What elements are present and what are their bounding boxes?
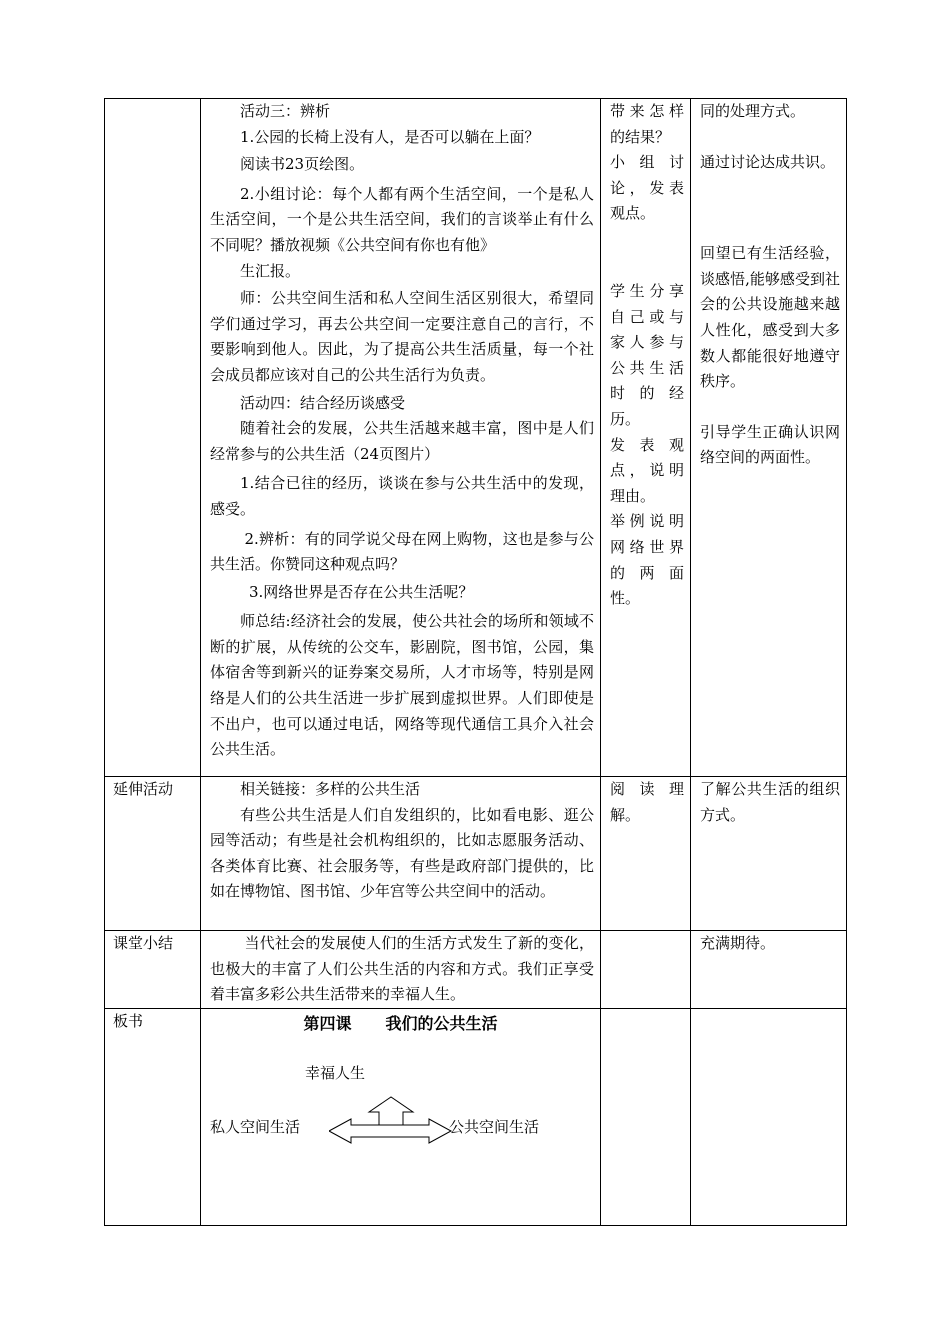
arrows-icon — [329, 1093, 453, 1147]
board-right-word: 公共空间生活 — [449, 1117, 540, 1136]
intent-text: 通过讨论达成共识。 — [700, 152, 836, 171]
design-intent-cell — [691, 1008, 847, 1225]
row-label-cell — [105, 931, 201, 1009]
teaching-process-cell — [201, 99, 601, 777]
row-label-cell — [105, 99, 201, 777]
student-text: 学生分享自己或与家人参与公共生活时的经历。 — [610, 281, 684, 428]
intent-text: 了解公共生活的组织方式。 — [700, 780, 840, 824]
student-text: 发表观点，说明理由。 — [610, 435, 684, 505]
paragraph: 随着社会的发展，公共生活越来越丰富，图中是人们经常参与的公共生活（24页图片） — [210, 419, 594, 463]
paragraph: 有些公共生活是人们自发组织的，比如看电影、逛公园等活动；有些是社会机构组织的，比如志愿服务活动、各类体育比赛、社会服务等，有些是政府部门提供的，比如在博物馆、图书馆、少年宫等公共空间中的活动。 — [210, 805, 594, 901]
table-row — [105, 931, 847, 1009]
row-label: 板书 — [113, 1011, 144, 1030]
teaching-process-cell — [201, 777, 601, 931]
design-intent-cell — [691, 777, 847, 931]
intent-text: 回望已有生活经验，谈感悟,能够感受到社会的公共设施越来越人性化，感受到大多数人都能很好地遵守秩序。 — [700, 244, 840, 391]
table-row — [105, 1008, 847, 1225]
row-label-cell — [105, 777, 201, 931]
paragraph: 师：公共空间生活和私人空间生活区别很大，希望同学们通过学习，再去公共空间一定要注意自己的言行，不要影响到他人。因此，为了提高公共生活质量，每一个社会成员都应该对自己的公共生活行为负责。 — [210, 289, 594, 384]
spacer — [700, 175, 840, 241]
paragraph: 生汇报。 — [240, 261, 301, 280]
paragraph: 2.小组讨论：每个人都有两个生活空间，一个是私人生活空间，一个是公共生活空间，我们的言谈举止有什么不同呢？播放视频《公共空间有你也有他》 — [210, 184, 594, 254]
table-row — [105, 99, 847, 777]
student-text: 带来怎样的结果？ — [610, 102, 684, 146]
paragraph: 3.网络世界是否存在公共生活呢？ — [249, 582, 474, 601]
student-text: 举例说明网络世界的两面性。 — [610, 512, 684, 608]
spacer — [700, 395, 840, 420]
row-label: 课堂小结 — [113, 934, 174, 952]
row-label-cell — [105, 1008, 201, 1225]
student-activity-cell — [601, 1008, 691, 1225]
spacer — [610, 227, 684, 279]
student-activity-cell — [601, 99, 691, 777]
paragraph: 活动三：辨析 — [240, 102, 331, 120]
paragraph: 师总结:经济社会的发展，使公共社会的场所和领域不断的扩展，从传统的公交车，影剧院，图书馆，公园，集体宿舍等到新兴的证券案交易所，人才市场等，特别是网络是人们的公共生活进一步扩展到虚拟世界。人们即使是不出户，也可以通过电话，网络等现代通信工具介入社会公共生活。 — [210, 612, 594, 759]
teaching-process-cell — [201, 931, 601, 1009]
lesson-plan-table — [104, 98, 847, 1226]
board-top-word: 幸福人生 — [305, 1063, 366, 1082]
intent-text: 充满期待。 — [700, 934, 776, 952]
student-text: 小组讨论，发表观点。 — [610, 153, 684, 223]
paragraph: 当代社会的发展使人们的生活方式发生了新的变化，也极大的丰富了人们公共生活的内容和方式。我们正享受着丰富多彩公共生活带来的幸福人生。 — [210, 934, 594, 1004]
intent-text: 引导学生正确认识网络空间的两面性。 — [700, 422, 840, 467]
design-intent-cell — [691, 99, 847, 777]
up-arrow-icon — [369, 1097, 413, 1125]
paragraph: 1.公园的长椅上没有人，是否可以躺在上面？ — [240, 127, 540, 146]
spacer — [700, 125, 840, 150]
paragraph: 1.结合已往的经历，谈谈在参与公共生活中的发现，感受。 — [210, 474, 594, 518]
student-text: 阅读理解。 — [610, 780, 684, 824]
table-row — [105, 777, 847, 931]
paragraph: 相关链接：多样的公共生活 — [240, 780, 421, 798]
design-intent-cell — [691, 931, 847, 1009]
board-title: 第四课 我们的公共生活 — [303, 1013, 498, 1033]
paragraph: 2.辨析：有的同学说父母在网上购物，这也是参与公共生活。你赞同这种观点吗？ — [210, 529, 594, 574]
board-left-word: 私人空间生活 — [210, 1117, 301, 1136]
paragraph: 活动四：结合经历谈感受 — [240, 393, 406, 412]
student-activity-cell — [601, 931, 691, 1009]
blackboard-design — [201, 1009, 600, 1225]
paragraph: 阅读书23页绘图。 — [240, 155, 365, 174]
row-label: 延伸活动 — [113, 780, 174, 798]
blackboard-cell — [201, 1008, 601, 1225]
intent-text: 同的处理方式。 — [700, 102, 806, 120]
student-activity-cell — [601, 777, 691, 931]
